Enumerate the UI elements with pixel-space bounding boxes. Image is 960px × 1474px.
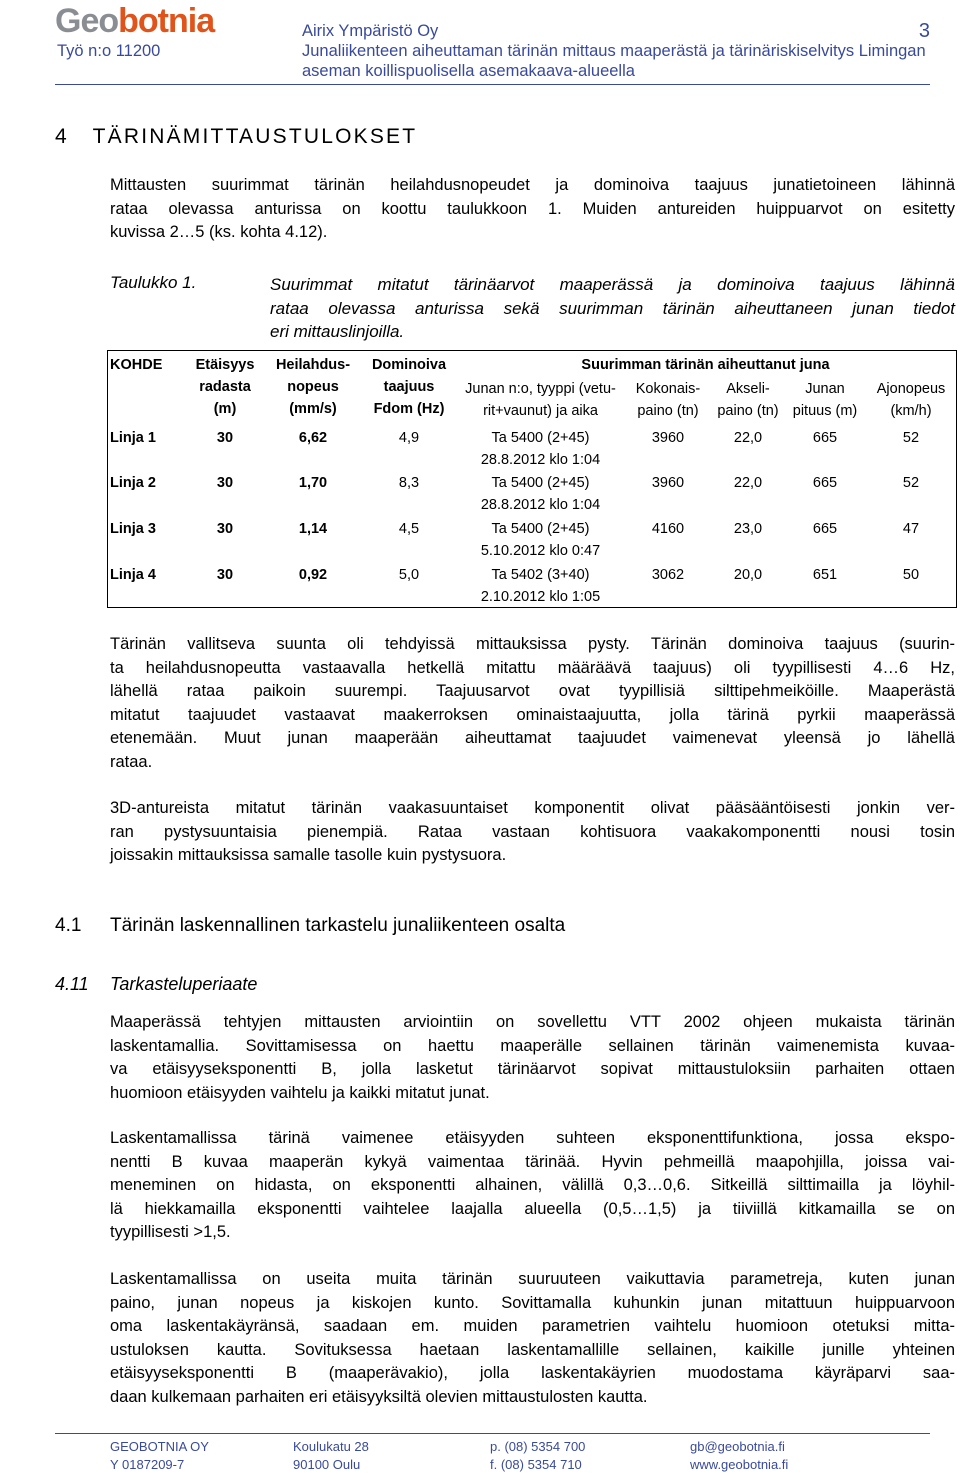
header-rule bbox=[55, 84, 930, 85]
paragraph-laskentamallissa-2 bbox=[110, 1268, 955, 1410]
row1-etaisyys: 30 bbox=[216, 430, 234, 446]
row1-fdom: 4,9 bbox=[398, 430, 420, 446]
section-4-11-title: Tarkasteluperiaate bbox=[110, 974, 258, 994]
page-number: 3 bbox=[918, 20, 930, 42]
caption-line: Suurimmat mitatut tärinäarvot maaperässä ja dominoiva taajuus lähinnä bbox=[270, 275, 955, 294]
section-heading: 4 TÄRINÄMITTAUSTULOKSET bbox=[55, 125, 418, 148]
table-caption-label: Taulukko 1. bbox=[110, 273, 197, 292]
caption-line: eri mittauslinjoilla. bbox=[270, 322, 405, 341]
text-line: etenemään. Muut junan maaperään aiheuttamat taajuudet vaimenevat yleensä jo lähellä bbox=[110, 729, 955, 748]
header-akseli bbox=[708, 378, 788, 422]
cell-text: Ta 5402 (3+40) bbox=[491, 567, 590, 583]
header-dominoiva bbox=[363, 354, 455, 420]
footer-website[interactable]: www.geobotnia.fi bbox=[690, 1457, 789, 1472]
footer-email[interactable]: gb@geobotnia.fi bbox=[690, 1439, 785, 1454]
header-etaisyys bbox=[190, 354, 260, 420]
row3-juna bbox=[453, 518, 628, 562]
row2-etaisyys: 30 bbox=[216, 475, 234, 491]
row3-kokonais: 4160 bbox=[651, 521, 685, 537]
header-text: (m) bbox=[213, 401, 237, 417]
row3-fdom: 4,5 bbox=[398, 521, 420, 537]
row1-heilahdus: 6,62 bbox=[298, 430, 328, 446]
header-text: Junan bbox=[805, 381, 845, 397]
report-title-line1: Junaliikenteen aiheuttaman tärinän mittaus maaperästä ja tärinäriskiselvitys Limingan bbox=[302, 42, 926, 60]
cell-text: 28.8.2012 klo 1:04 bbox=[480, 452, 601, 468]
row2-akseli: 22,0 bbox=[733, 475, 763, 491]
report-title-line2: aseman koillispuolisella asemakaava-alueella bbox=[302, 62, 635, 80]
row3-kohde: Linja 3 bbox=[110, 521, 156, 537]
cell-text: Ta 5400 (2+45) bbox=[491, 430, 590, 446]
text-line: ran pystysuuntaisia pienempiä. Rataa vastaan kohtisuora vaakakomponentti nousi tosin bbox=[110, 822, 955, 841]
footer-contact bbox=[690, 1438, 788, 1474]
text-line: tyypillisesti >1,5. bbox=[110, 1223, 231, 1242]
text-line: joissakin mittauksissa samalle tasolle kuin pystysuora. bbox=[110, 846, 507, 865]
row3-akseli: 23,0 bbox=[733, 521, 763, 537]
header-nopeus bbox=[868, 378, 954, 422]
row1-juna bbox=[453, 427, 628, 471]
paragraph-3d bbox=[110, 797, 955, 868]
intro-paragraph bbox=[110, 174, 955, 245]
text-line: va etäisyyseksponentti B, jolla lasketut tärinäarvot sopivat mittaustuloksiin parhaiten ottaen bbox=[110, 1060, 955, 1079]
logo-geo-text: Geo bbox=[55, 2, 119, 40]
row4-juna bbox=[453, 564, 628, 608]
footer-address bbox=[293, 1438, 369, 1474]
row1-kohde: Linja 1 bbox=[110, 430, 156, 446]
row4-kokonais: 3062 bbox=[651, 567, 685, 583]
row1-akseli: 22,0 bbox=[733, 430, 763, 446]
text-line: 3D-antureista mitatut tärinän vaakasuuntaiset komponentit olivat pääsääntöisesti jonkin ver- bbox=[110, 799, 955, 817]
row2-juna bbox=[453, 472, 628, 516]
header-group: Suurimman tärinän aiheuttanut juna bbox=[581, 357, 830, 373]
header-text: Etäisyys bbox=[195, 357, 255, 373]
header-text: Akseli- bbox=[726, 381, 770, 397]
paragraph-vallitseva bbox=[110, 633, 955, 775]
footer-text: Koulukatu 28 bbox=[293, 1439, 369, 1454]
header-text: radasta bbox=[199, 379, 251, 395]
text-line: lä hiekkamailla eksponentti vaihtelee laajalla alueella (0,5…1,5) ja tiiviillä kitkamailla se on bbox=[110, 1199, 955, 1218]
header-text: Heilahdus- bbox=[275, 357, 351, 373]
text-line: etäisyyseksponentti B (maaperävakio), jolla laskentakäyrien muodostama käyräparvi saa- bbox=[110, 1364, 955, 1383]
row3-pituus: 665 bbox=[812, 521, 838, 537]
header-text: taajuus bbox=[383, 379, 435, 395]
row4-fdom: 5,0 bbox=[398, 567, 420, 583]
text-line: daan kulkemaan parhaiten eri etäisyyksiltä olevien mittaustulosten kautta. bbox=[110, 1387, 648, 1406]
cell-text: Ta 5400 (2+45) bbox=[491, 475, 590, 491]
cell-text: Ta 5400 (2+45) bbox=[491, 521, 590, 537]
header-kokonais bbox=[623, 378, 713, 422]
header-text: Junan n:o, tyyppi (vetu- bbox=[465, 381, 616, 397]
row2-heilahdus: 1,70 bbox=[298, 475, 328, 491]
text-line: paino, junan nopeus ja kiskojen kunto. Sovittamalla kuhunkin junan mitattuun huippuarvoon bbox=[110, 1293, 955, 1312]
text-line: rataa. bbox=[110, 752, 153, 771]
row4-akseli: 20,0 bbox=[733, 567, 763, 583]
text-line: nentti B kuvaa maaperän kykyä vaimentaa tärinää. Hyvin pehmeillä maapohjilla, joissa vai- bbox=[110, 1152, 955, 1171]
logo-botnia-text: botnia bbox=[118, 2, 215, 40]
section-4-11-number: 4.11 bbox=[55, 974, 89, 994]
footer-phone bbox=[490, 1438, 585, 1474]
cell-text: 5.10.2012 klo 0:47 bbox=[480, 543, 601, 559]
row2-pituus: 665 bbox=[812, 475, 838, 491]
header-pituus bbox=[783, 378, 867, 422]
footer-company bbox=[110, 1438, 209, 1474]
paragraph-maaperassa bbox=[110, 1011, 955, 1105]
row1-pituus: 665 bbox=[812, 430, 838, 446]
row4-heilahdus: 0,92 bbox=[298, 567, 328, 583]
text-line: Mittausten suurimmat tärinän heilahdusnopeudet ja dominoiva taajuus junatietoineen lähinnä bbox=[110, 176, 955, 194]
row3-nopeus: 47 bbox=[902, 521, 920, 537]
footer-text: f. (08) 5354 710 bbox=[490, 1457, 582, 1472]
header-text: Kokonais- bbox=[635, 381, 701, 397]
row4-nopeus: 50 bbox=[902, 567, 920, 583]
row3-etaisyys: 30 bbox=[216, 521, 234, 537]
table-caption bbox=[270, 273, 955, 344]
text-line: rataa olevassa anturissa on koottu taulukkoon 1. Muiden antureiden huippuarvot on esitetty bbox=[110, 199, 955, 218]
text-line: ustuloksen kautta. Sovituksessa haetaan laskentamallille sellainen, kaikille junille yhteinen bbox=[110, 1340, 955, 1359]
header-junan bbox=[453, 378, 628, 422]
row2-kokonais: 3960 bbox=[651, 475, 685, 491]
header-text: rit+vaunut) ja aika bbox=[483, 403, 598, 419]
row2-kohde: Linja 2 bbox=[110, 475, 156, 491]
text-line: mitatut taajuudet vastaavat maakerroksen ominaistaajuutta, jolla tärinä pyrkii maaperässä bbox=[110, 705, 955, 724]
footer-text: Y 0187209-7 bbox=[110, 1457, 185, 1472]
header-text: Dominoiva bbox=[371, 357, 447, 373]
section-4-1-number: 4.1 bbox=[55, 915, 82, 936]
header-heilahdus bbox=[268, 354, 358, 420]
text-line: meneminen on hidasta, on eksponentti alhainen, välillä 0,3…0,6. Sitkeillä silttimailla ja löyhil- bbox=[110, 1176, 955, 1195]
row2-fdom: 8,3 bbox=[398, 475, 420, 491]
text-line: Laskentamallissa tärinä vaimenee etäisyyden suhteen eksponenttifunktiona, jossa ekspo- bbox=[110, 1129, 955, 1147]
header-text: Ajonopeus bbox=[876, 381, 946, 397]
paragraph-laskentamallissa-1 bbox=[110, 1127, 955, 1245]
header-text: Fdom (Hz) bbox=[373, 401, 445, 417]
header-text: (mm/s) bbox=[289, 401, 337, 417]
footer-text: p. (08) 5354 700 bbox=[490, 1439, 586, 1454]
company-name: Airix Ympäristö Oy bbox=[302, 22, 439, 40]
header-kohde: KOHDE bbox=[110, 357, 163, 373]
cell-text: 28.8.2012 klo 1:04 bbox=[480, 497, 601, 513]
cell-text: 2.10.2012 klo 1:05 bbox=[480, 589, 601, 605]
header-text: paino (tn) bbox=[717, 403, 779, 419]
header-text: nopeus bbox=[287, 379, 339, 395]
text-line: laskentamallia. Sovittamisessa on haettu maaperälle sellainen tärinän vaimenemista kuvaa- bbox=[110, 1036, 955, 1055]
text-line: oma laskentakäyränsä, saadaan em. muiden parametrien vaihtelu huomioon otetuksi mitta- bbox=[110, 1317, 955, 1336]
header-text: pituus (m) bbox=[792, 403, 858, 419]
geobotnia-logo bbox=[55, 2, 214, 41]
header-text: paino (tn) bbox=[637, 403, 699, 419]
text-line: Maaperässä tehtyjen mittausten arviointiin on sovellettu VTT 2002 ohjeen mukaista tärinän bbox=[110, 1013, 955, 1031]
row2-nopeus: 52 bbox=[902, 475, 920, 491]
footer-rule bbox=[55, 1433, 930, 1434]
text-line: lähellä rataa paikoin suurempi. Taajuusarvot ovat tyypillisiä silttipehmeiköille. Maaperästä bbox=[110, 682, 955, 701]
row1-kokonais: 3960 bbox=[651, 430, 685, 446]
row3-heilahdus: 1,14 bbox=[298, 521, 328, 537]
row4-kohde: Linja 4 bbox=[110, 567, 156, 583]
row4-pituus: 651 bbox=[812, 567, 838, 583]
footer-text: GEOBOTNIA OY bbox=[110, 1439, 209, 1454]
row4-etaisyys: 30 bbox=[216, 567, 234, 583]
row1-nopeus: 52 bbox=[902, 430, 920, 446]
text-line: Tärinän vallitseva suunta oli tehdyissä mittauksissa pysty. Tärinän dominoiva taajuus (suurin- bbox=[110, 635, 955, 653]
text-line: kuvissa 2…5 (ks. kohta 4.12). bbox=[110, 223, 328, 242]
caption-line: rataa olevassa anturissa sekä suurimman tärinän aiheuttaneen junan tiedot bbox=[270, 298, 955, 318]
results-table bbox=[107, 350, 957, 608]
text-line: ta heilahdusnopeutta vastaavalla hetkellä mitattu määräävä taajuus) oli tyypillisesti 4…6 Hz, bbox=[110, 658, 955, 677]
footer-text: 90100 Oulu bbox=[293, 1457, 361, 1472]
job-number: Työ n:o 11200 bbox=[57, 42, 161, 60]
text-line: huomioon etäisyyden vaihtelu ja kaikki mitatut junat. bbox=[110, 1083, 490, 1102]
text-line: Laskentamallissa on useita muita tärinän suuruuteen vaikuttavia parametreja, kuten junan bbox=[110, 1270, 955, 1288]
header-text: (km/h) bbox=[890, 403, 932, 419]
section-4-1-title: Tärinän laskennallinen tarkastelu junaliikenteen osalta bbox=[110, 915, 566, 936]
